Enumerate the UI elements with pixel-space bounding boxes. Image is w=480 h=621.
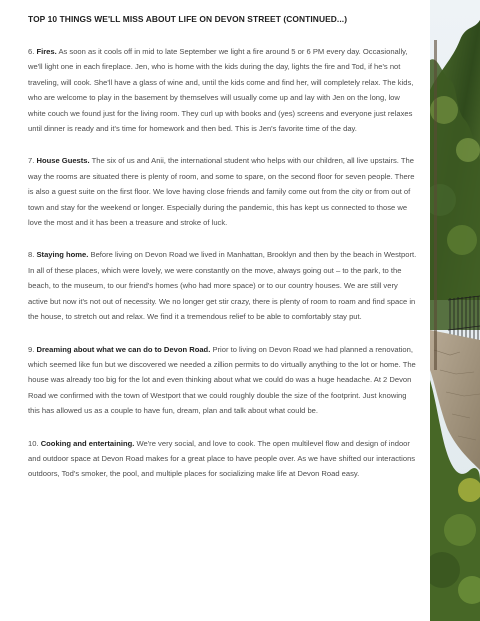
list-item-10 xyxy=(28,436,418,482)
item-body: We're very social, and love to cook. The open multilevel flow and design of indoor and outdoor space at Devon Road makes for a great place to have people over. As we have shifted our interactions outdoors, Tod's smoker, the pool, and multiple places for socializing make life at Devon Road easy. xyxy=(28,438,416,479)
text-column xyxy=(28,14,418,499)
item-title: Staying home. xyxy=(36,250,89,260)
item-title: Dreaming about what we can do to Devon Road. xyxy=(36,344,211,354)
item-body: Before living on Devon Road we lived in Manhattan, Brooklyn and then by the beach in Westport. In all of these places, which were lovely, we were constantly on the move, always going out – to the park, to the beach, to the museum, to our friend's homes (who had more space) or to our country houses. We are still very active but now it's not out of necessity. We no longer get stir crazy, there is plenty of room to roam and find space in the house, to stretch out and relax. We find it a tremendous relief to be able to comfortably stay put. xyxy=(28,250,417,322)
page-heading: TOP 10 THINGS WE'LL MISS ABOUT LIFE ON DEVON STREET (CONTINUED...) xyxy=(28,14,348,24)
item-title: Fires. xyxy=(36,47,57,56)
garden-photo-art xyxy=(430,0,480,621)
item-body: The six of us and Anii, the international student who helps with our children, all live upstairs. The way the rooms are situated there is plenty of room, and some to spare, on the second floor for seven people. There is also a guest suite on the first floor. We love having close friends and family come out from the city or from out of town and stay for the weekend or longer. Especially during the pandemic, this has kept us connected to those we love the most and it has been a treasure and stroke of luck. xyxy=(28,156,415,228)
item-title: House Guests. xyxy=(36,156,90,166)
item-number: 8. xyxy=(28,250,35,260)
item-title: Cooking and entertaining. xyxy=(40,438,135,448)
garden-photo xyxy=(430,0,480,621)
item-body: Prior to living on Devon Road we had planned a renovation, which seemed like fun but we discovered we needed a zillion permits to do virtually anything to the lot or home. The house was already too big for the lot and even thinking about what we could do was a huge headache. At 2 Devon Road we confirmed with the town of Westport that we could roughly double the size of the footprint. Just knowing this has allowed us as a couple to have fun, dream, plan and talk about what could be. xyxy=(28,344,416,416)
list-item-6 xyxy=(28,44,418,136)
item-body: As soon as it cools off in mid to late September we light a fire around 5 or 6 PM every day. Occasionally, we'll light one in each fireplace. Jen, who is home with the kids during the day, lights the fire and Tod, if he's not traveling, will cook. She'll have a glass of wine and, until the kids come and find her, will completely relax. The kids, who are welcome to play in the basement by themselves will usually come up and lay with Jen on the long, low white couch we found just for the living room. They curl up with books and (yes) screens and everyone just relaxes until dinner is ready and it's time for homework and then bed. This is Jen's favorite time of the day. xyxy=(28,47,414,134)
item-number: 6. xyxy=(28,47,35,56)
list-item-7 xyxy=(28,153,418,230)
list-item-8 xyxy=(28,247,418,324)
list-item-9 xyxy=(28,342,418,419)
item-number: 7. xyxy=(28,156,35,166)
item-number: 10. xyxy=(28,438,39,448)
item-number: 9. xyxy=(28,344,35,354)
